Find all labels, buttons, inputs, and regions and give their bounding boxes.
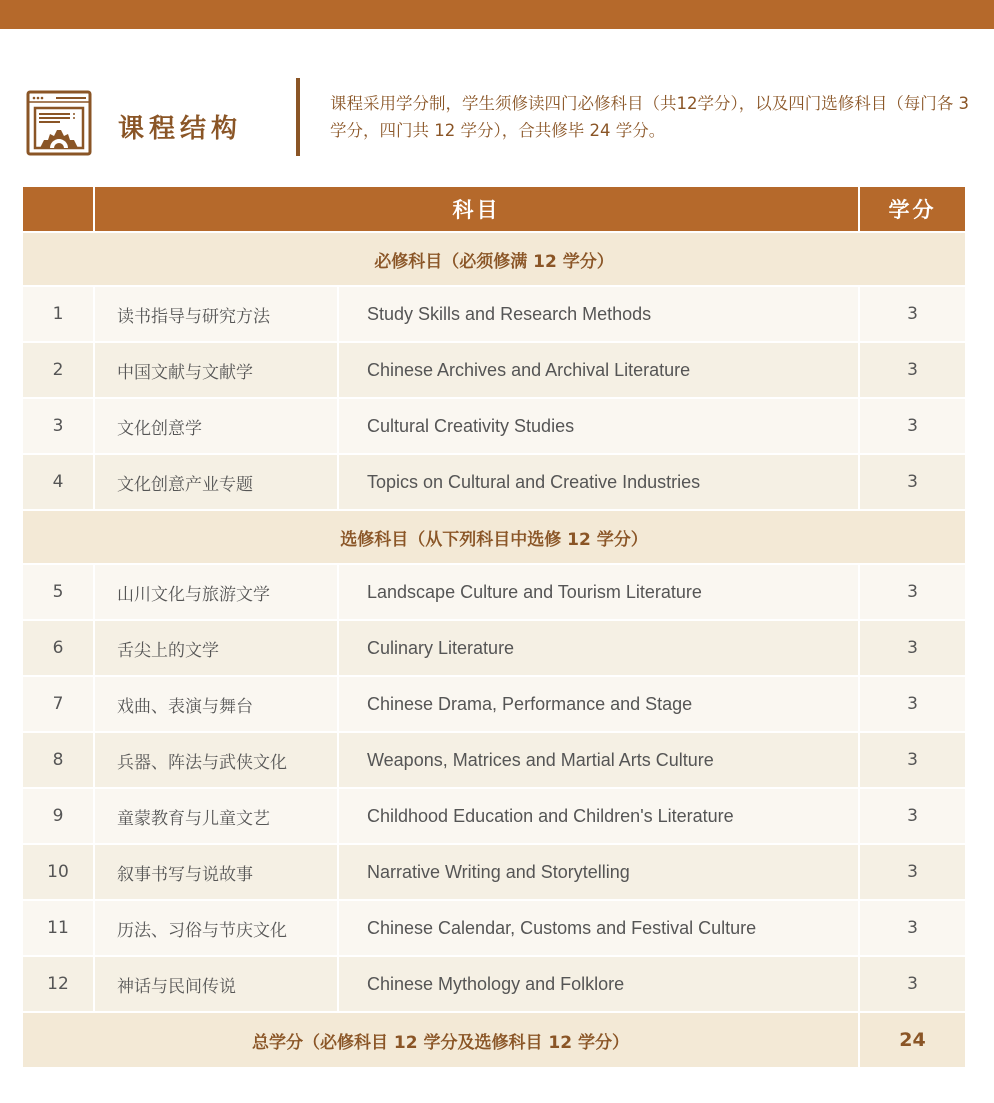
row-en: Weapons, Matrices and Martial Arts Culture xyxy=(339,733,858,787)
row-credits: 3 xyxy=(860,565,965,619)
header-credits: 学分 xyxy=(860,187,965,231)
table-row xyxy=(23,565,965,619)
row-cn: 山川文化与旅游文学 xyxy=(95,565,337,619)
total-credits: 24 xyxy=(860,1013,965,1067)
top-accent-bar xyxy=(0,0,994,29)
row-credits: 3 xyxy=(860,455,965,509)
intro-section xyxy=(24,78,974,158)
row-cn: 历法、习俗与节庆文化 xyxy=(95,901,337,955)
row-num: 1 xyxy=(23,287,93,341)
row-num: 6 xyxy=(23,621,93,675)
row-cn: 中国文献与文献学 xyxy=(95,343,337,397)
row-credits: 3 xyxy=(860,957,965,1011)
table-row xyxy=(23,957,965,1011)
table-row xyxy=(23,621,965,675)
row-cn: 神话与民间传说 xyxy=(95,957,337,1011)
table-row xyxy=(23,287,965,341)
table-row xyxy=(23,455,965,509)
row-credits: 3 xyxy=(860,901,965,955)
row-credits: 3 xyxy=(860,399,965,453)
table-row xyxy=(23,789,965,843)
table-header xyxy=(23,187,965,231)
row-en: Cultural Creativity Studies xyxy=(339,399,858,453)
row-credits: 3 xyxy=(860,343,965,397)
row-credits: 3 xyxy=(860,733,965,787)
table-row xyxy=(23,733,965,787)
row-en: Study Skills and Research Methods xyxy=(339,287,858,341)
total-label: 总学分（必修科目 12 学分及选修科目 12 学分） xyxy=(23,1013,858,1067)
row-cn: 舌尖上的文学 xyxy=(95,621,337,675)
course-structure-gear-window-icon xyxy=(26,90,92,156)
row-num: 12 xyxy=(23,957,93,1011)
row-num: 10 xyxy=(23,845,93,899)
row-en: Chinese Mythology and Folklore xyxy=(339,957,858,1011)
table-row xyxy=(23,343,965,397)
table-row xyxy=(23,399,965,453)
row-en: Chinese Calendar, Customs and Festival Culture xyxy=(339,901,858,955)
row-cn: 戏曲、表演与舞台 xyxy=(95,677,337,731)
row-num: 8 xyxy=(23,733,93,787)
row-num: 7 xyxy=(23,677,93,731)
section-title: 必修科目（必须修满 12 学分） xyxy=(23,233,965,285)
row-cn: 文化创意产业专题 xyxy=(95,455,337,509)
row-num: 3 xyxy=(23,399,93,453)
row-num: 2 xyxy=(23,343,93,397)
page-title: 课程结构 xyxy=(118,114,243,144)
row-en: Chinese Drama, Performance and Stage xyxy=(339,677,858,731)
row-num: 9 xyxy=(23,789,93,843)
row-en: Topics on Cultural and Creative Industries xyxy=(339,455,858,509)
section-title: 选修科目（从下列科目中选修 12 学分） xyxy=(23,511,965,563)
table-row xyxy=(23,845,965,899)
row-num: 4 xyxy=(23,455,93,509)
row-cn: 文化创意学 xyxy=(95,399,337,453)
row-en: Childhood Education and Children's Literature xyxy=(339,789,858,843)
row-cn: 童蒙教育与儿童文艺 xyxy=(95,789,337,843)
row-credits: 3 xyxy=(860,789,965,843)
row-credits: 3 xyxy=(860,621,965,675)
row-credits: 3 xyxy=(860,677,965,731)
course-table xyxy=(21,185,967,1069)
table-row xyxy=(23,677,965,731)
row-en: Landscape Culture and Tourism Literature xyxy=(339,565,858,619)
row-num: 11 xyxy=(23,901,93,955)
row-en: Chinese Archives and Archival Literature xyxy=(339,343,858,397)
divider xyxy=(296,78,300,156)
total-row xyxy=(23,1013,965,1067)
header-subject: 科目 xyxy=(95,187,858,231)
header-num xyxy=(23,187,93,231)
row-cn: 读书指导与研究方法 xyxy=(95,287,337,341)
row-en: Narrative Writing and Storytelling xyxy=(339,845,858,899)
row-credits: 3 xyxy=(860,845,965,899)
section-row-elective xyxy=(23,511,965,563)
row-credits: 3 xyxy=(860,287,965,341)
row-cn: 叙事书写与说故事 xyxy=(95,845,337,899)
row-cn: 兵器、阵法与武侠文化 xyxy=(95,733,337,787)
row-en: Culinary Literature xyxy=(339,621,858,675)
section-row-required xyxy=(23,233,965,285)
table-row xyxy=(23,901,965,955)
course-description: 课程采用学分制，学生须修读四门必修科目（共12学分），以及四门选修科目（每门各 3 学分，四门共 12 学分），合共修毕 24 学分。 xyxy=(330,94,969,140)
row-num: 5 xyxy=(23,565,93,619)
